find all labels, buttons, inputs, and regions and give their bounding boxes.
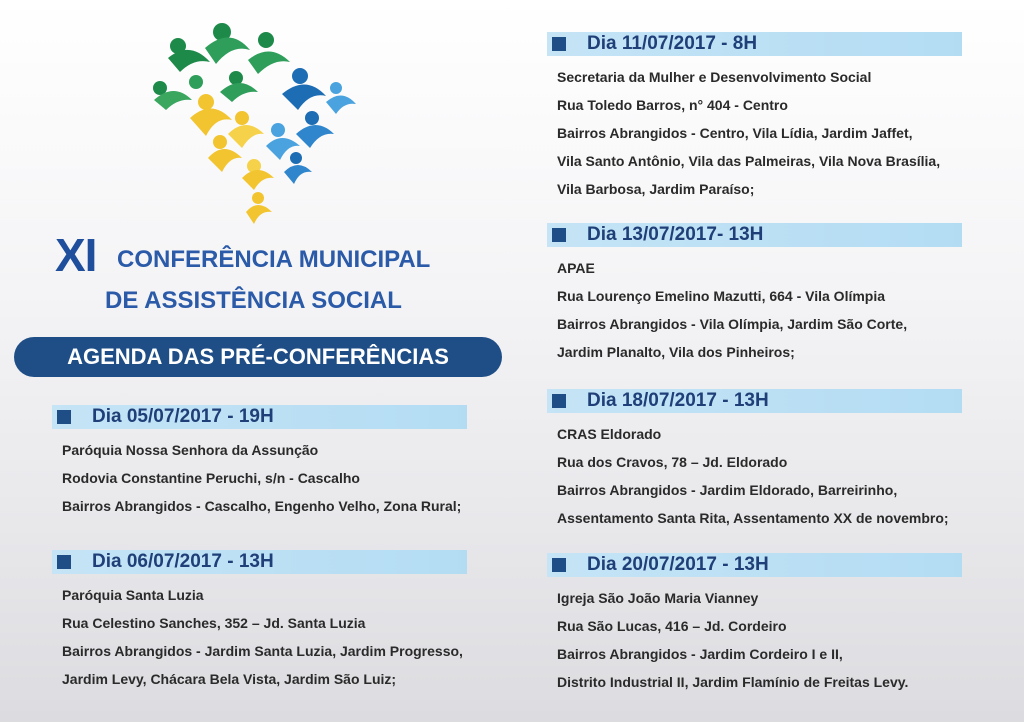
bullet-square-icon xyxy=(552,228,566,242)
event-details xyxy=(557,63,962,203)
event-neighborhoods-cont: Jardim Planalto, Vila dos Pinheiros; xyxy=(557,344,795,360)
event-address: Rua Celestino Sanches, 352 – Jd. Santa Luzia xyxy=(62,615,366,631)
event-date: Dia 05/07/2017 - 19H xyxy=(92,406,274,427)
bullet-square-icon xyxy=(552,558,566,572)
event-date: Dia 18/07/2017 - 13H xyxy=(587,390,769,411)
agenda-banner: AGENDA DAS PRÉ-CONFERÊNCIAS xyxy=(14,337,502,377)
date-bar xyxy=(52,550,467,574)
event-address: Rodovia Constantine Peruchi, s/n - Cascalho xyxy=(62,470,360,486)
event-date: Dia 13/07/2017- 13H xyxy=(587,224,764,245)
event-date: Dia 06/07/2017 - 13H xyxy=(92,551,274,572)
event-address: Rua dos Cravos, 78 – Jd. Eldorado xyxy=(557,454,788,470)
event-details xyxy=(62,581,467,693)
event-details xyxy=(557,420,962,532)
event-neighborhoods: Bairros Abrangidos - Vila Olímpia, Jardim São Corte, xyxy=(557,316,908,332)
event-venue: CRAS Eldorado xyxy=(557,426,662,442)
bullet-square-icon xyxy=(57,555,71,569)
event-details xyxy=(557,584,962,696)
event-date: Dia 11/07/2017 - 8H xyxy=(587,33,758,54)
event-block xyxy=(547,389,962,532)
event-neighborhoods: Bairros Abrangidos - Jardim Eldorado, Barreirinho, xyxy=(557,482,898,498)
event-neighborhoods: Bairros Abrangidos - Jardim Santa Luzia, Jardim Progresso, xyxy=(62,643,463,659)
event-venue: Secretaria da Mulher e Desenvolvimento Social xyxy=(557,69,872,85)
title-line-2: DE ASSISTÊNCIA SOCIAL xyxy=(105,287,402,314)
event-address: Rua Toledo Barros, n° 404 - Centro xyxy=(557,97,788,113)
event-neighborhoods: Bairros Abrangidos - Centro, Vila Lídia, Jardim Jaffet, xyxy=(557,125,913,141)
event-block xyxy=(52,405,467,520)
event-venue: Paróquia Nossa Senhora da Assunção xyxy=(62,442,319,458)
title-roman-numeral: XI xyxy=(55,229,97,281)
event-details xyxy=(62,436,467,520)
event-address: Rua São Lucas, 416 – Jd. Cordeiro xyxy=(557,618,787,634)
bullet-square-icon xyxy=(552,37,566,51)
event-neighborhoods-cont: Distrito Industrial II, Jardim Flamínio de Freitas Levy. xyxy=(557,674,909,690)
date-bar xyxy=(547,223,962,247)
event-neighborhoods-cont: Jardim Levy, Chácara Bela Vista, Jardim São Luiz; xyxy=(62,671,397,687)
event-block xyxy=(52,550,467,693)
date-bar xyxy=(547,32,962,56)
event-neighborhoods-cont: Vila Barbosa, Jardim Paraíso; xyxy=(557,181,755,197)
event-venue: Paróquia Santa Luzia xyxy=(62,587,204,603)
title-line-1: CONFERÊNCIA MUNICIPAL xyxy=(117,246,431,273)
event-address: Rua Lourenço Emelino Mazutti, 664 - Vila Olímpia xyxy=(557,288,886,304)
event-block xyxy=(547,32,962,203)
event-neighborhoods: Bairros Abrangidos - Jardim Cordeiro I e II, xyxy=(557,646,843,662)
event-venue: Igreja São João Maria Vianney xyxy=(557,590,759,606)
event-neighborhoods-cont: Assentamento Santa Rita, Assentamento XX de novembro; xyxy=(557,510,949,526)
bullet-square-icon xyxy=(57,410,71,424)
event-venue: APAE xyxy=(557,260,595,276)
event-details xyxy=(557,254,962,366)
date-bar xyxy=(52,405,467,429)
bullet-square-icon xyxy=(552,394,566,408)
brazil-map-people-logo xyxy=(150,18,360,228)
date-bar xyxy=(547,389,962,413)
date-bar xyxy=(547,553,962,577)
event-date: Dia 20/07/2017 - 13H xyxy=(587,554,769,575)
event-neighborhoods-cont: Vila Santo Antônio, Vila das Palmeiras, Vila Nova Brasília, xyxy=(557,153,941,169)
event-block xyxy=(547,553,962,696)
event-block xyxy=(547,223,962,366)
event-neighborhoods: Bairros Abrangidos - Cascalho, Engenho Velho, Zona Rural; xyxy=(62,498,462,514)
